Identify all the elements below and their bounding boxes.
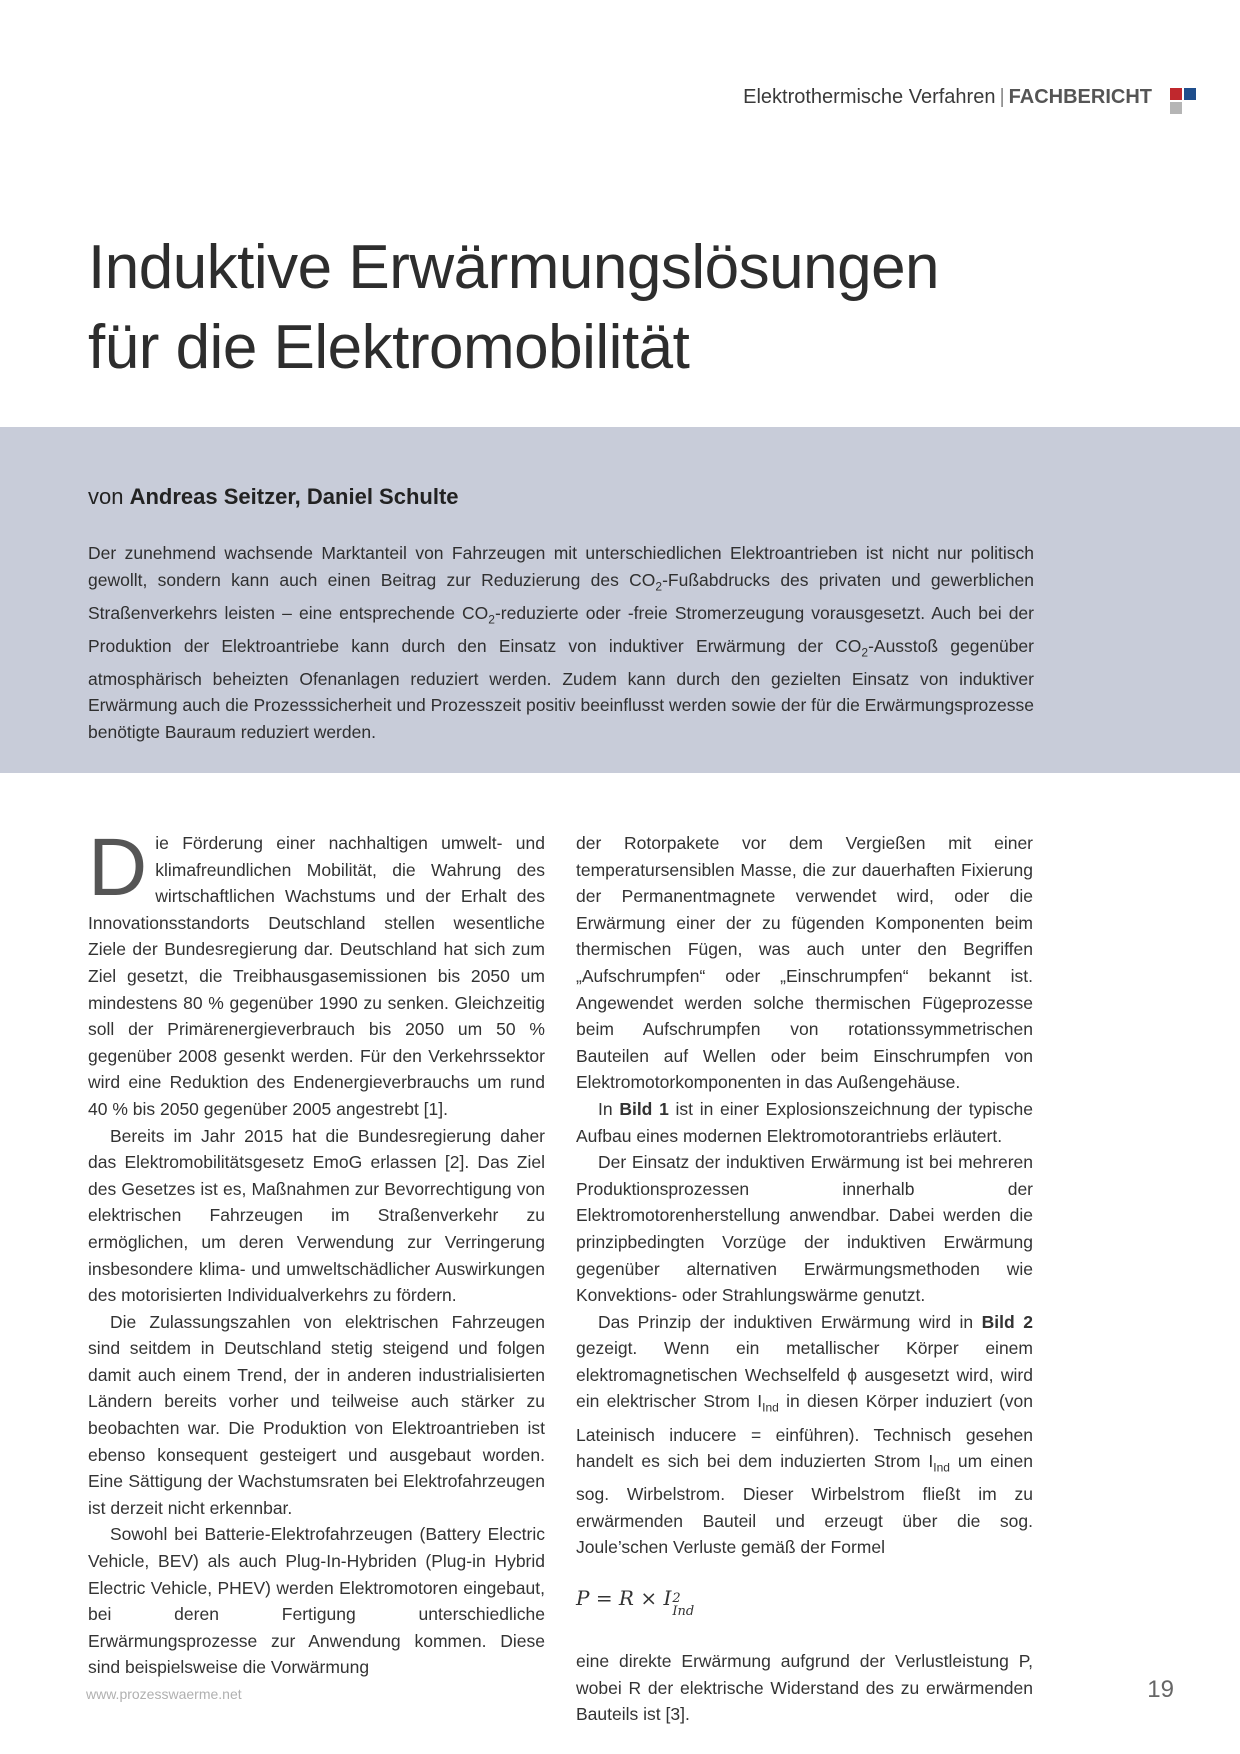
paragraph-text: In (598, 1098, 620, 1119)
subscript: Ind (762, 1400, 779, 1415)
running-header (743, 86, 1152, 109)
footer-url: www.prozesswaerme.net (86, 1686, 242, 1702)
paragraph: Die Zulassungszahlen von elektrischen Fahrzeugen sind seitdem in Deutschland stetig steigend und folgen damit auch einem Trend, der in anderen industrialisierten Ländern bereits vorher und teilweise auch stärker zu beobachten war. Die Produktion von Elektroantrieben ist ebenso konsequent gesteigert und ausgebaut worden. Eine Sättigung der Wachstumsraten bei Elektrofahrzeugen ist derzeit nicht erkennbar. (88, 1311, 545, 1518)
abstract (88, 540, 1034, 746)
subscript: 2 (861, 645, 869, 660)
abstract-text: -reduzierte oder -freie Stromerzeugung vorausgesetzt. Auch bei der Produktion der Elektroantriebe kann durch den Einsatz von induktiver Erwärmung der CO (88, 602, 1034, 656)
logo-red-square (1170, 88, 1182, 100)
subscript: Ind (933, 1460, 950, 1475)
logo-blue-square (1184, 88, 1196, 100)
paragraph: Bereits im Jahr 2015 hat die Bundesregierung daher das Elektromobilitätsgesetz EmoG erlassen [2]. Das Ziel des Gesetzes ist es, Maßnahmen zur Bevorrechtigung von elektrischen Fahrzeugen im Straßenverkehr zu ermöglichen, um deren Verwendung zur Verringerung insbesondere klima- und umweltschädlicher Auswirkungen des motorisierten Individualverkehrs zu fördern. (88, 1125, 545, 1306)
body-column-right (576, 830, 1033, 1728)
paragraph-text: ie Förderung einer nachhaltigen umwelt- und klimafreundlichen Mobilität, die Wahrung des wirtschaftlichen Wachstums und der Erhalt des Innovationsstandorts Deutschland stellen wesentliche Ziele der Bundesregierung dar. Deutschland hat sich zum Ziel gesetzt, die Treibhausgasemissionen bis 2050 um mindestens 80 % gegenüber 1990 zu senken. Gleichzeitig soll der Primärenergieverbrauch bis 2050 um 50 % gegenüber 2008 gesenkt werden. Für den Verkehrssektor wird eine Reduktion des Endenergieverbrauchs um rund 40 % bis 2050 gegenüber 2005 angestrebt [1]. (88, 833, 545, 1119)
page-number: 19 (1147, 1676, 1174, 1703)
subscript: 2 (655, 579, 663, 594)
subscript: 2 (488, 612, 495, 627)
header-category: FACHBERICHT (1008, 86, 1152, 108)
header-section: Elektrothermische Verfahren (743, 86, 996, 108)
title-line-2: für die Elektromobilität (88, 313, 690, 382)
article-title (88, 228, 939, 388)
byline-authors: Andreas Seitzer, Daniel Schulte (129, 484, 459, 509)
paragraph (576, 1096, 1033, 1149)
paragraph: der Rotorpakete vor dem Vergießen mit einer temperatursensiblen Masse, die zur dauerhaften Fixierung der Permanentmagnete verwendet wird, oder die Erwärmung einer der zu fügenden Komponenten beim thermischen Fügen, was auch unter den Begriffen „Aufschrumpfen“ oder „Einschrumpfen“ bekannt ist. Angewendet werden solche thermischen Fügeprozesse beim Aufschrumpfen von rotationssymmetrischen Bauteilen auf Wellen oder beim Einschrumpfen von Elektromotorkomponenten in das Außengehäuse. (576, 833, 1033, 1093)
formula-main: P = R × I (576, 1586, 672, 1611)
abstract-text: Der zunehmend wachsende Marktanteil von Fahrzeugen mit unterschiedlichen Elektroantrieben ist nicht nur politisch gewollt, sondern kann auch einen Beitrag zur Reduzierung des CO (88, 543, 1034, 590)
paragraph-text: um einen sog. Wirbelstrom. Dieser Wirbelstrom fließt im zu erwärmenden Bauteil und erzeugt über die sog. Joule’schen Verluste gemäß der Formel (576, 1451, 1033, 1558)
paragraph-text: Das Prinzip der induktiven Erwärmung wird in (598, 1311, 982, 1332)
paragraph (576, 1309, 1033, 1561)
abstract-text: -Ausstoß gegenüber atmosphärisch beheizten Ofenanlagen reduziert werden. Zudem kann durch den gezielten Einsatz von induktiver Erwärmung auch die Prozesssicherheit und Prozesszeit positiv beeinflusst werden sowie der für die Erwärmungsprozesse benötigte Bauraum reduziert werden. (88, 635, 1034, 743)
paragraph: Der Einsatz der induktiven Erwärmung ist bei mehreren Produktionsprozessen innerhalb der Elektromotorenherstellung anwendbar. Dabei werden die prinzipbedingten Vorzüge der induktiven Erwärmung gegenüber alternativen Erwärmungsmethoden wie Konvektions- oder Strahlungswärme genutzt. (576, 1152, 1033, 1306)
drop-cap: D (88, 822, 148, 913)
formula-subscript: Ind (672, 1604, 695, 1620)
paragraph: Sowohl bei Batterie-Elektrofahrzeugen (Battery Electric Vehicle, BEV) als auch Plug-In-Hybriden (Plug-in Hybrid Electric Vehicle, PHEV) werden Elektromotoren eingebaut, bei deren Fertigung unterschiedliche Erwärmungsprozesse zur Anwendung kommen. Diese sind beispielsweise die Vorwärmung (88, 1524, 545, 1678)
paragraph-text: gezeigt. Wenn ein metallischer Körper einem elektromagnetischen Wechselfeld ϕ ausgesetzt wird, wird ein elektrischer Strom I (576, 1338, 1033, 1412)
figure-reference: Bild 1 (619, 1098, 669, 1119)
abstract-text: -Fußabdrucks des privaten und gewerblichen Straßenverkehrs leisten – eine entsprechende CO (88, 569, 1034, 623)
formula-indices (672, 1592, 694, 1618)
title-line-1: Induktive Erwärmungslösungen (88, 233, 940, 302)
header-separator: | (999, 86, 1005, 108)
paragraph-text: in diesen Körper induziert (von Lateinisch inducere = einführen). Technisch gesehen handelt es sich bei dem induzierten Strom I (576, 1391, 1034, 1472)
logo-gray-square (1170, 102, 1182, 114)
byline-prefix: von (88, 484, 124, 509)
joule-formula (576, 1585, 1033, 1618)
body-column-left (88, 822, 545, 1681)
byline (88, 484, 459, 510)
paragraph: eine direkte Erwärmung aufgrund der Verlustleistung P, wobei R der elektrische Widerstand des zu erwärmenden Bauteils ist [3]. (576, 1651, 1033, 1725)
formula-superscript: 2 (672, 1591, 681, 1607)
paragraph (88, 822, 545, 1123)
paragraph-text: ist in einer Explosionszeichnung der typische Aufbau eines modernen Elektromotorantriebs erläutert. (576, 1098, 1033, 1146)
publisher-logo-icon (1170, 88, 1200, 118)
figure-reference: Bild 2 (981, 1311, 1033, 1332)
